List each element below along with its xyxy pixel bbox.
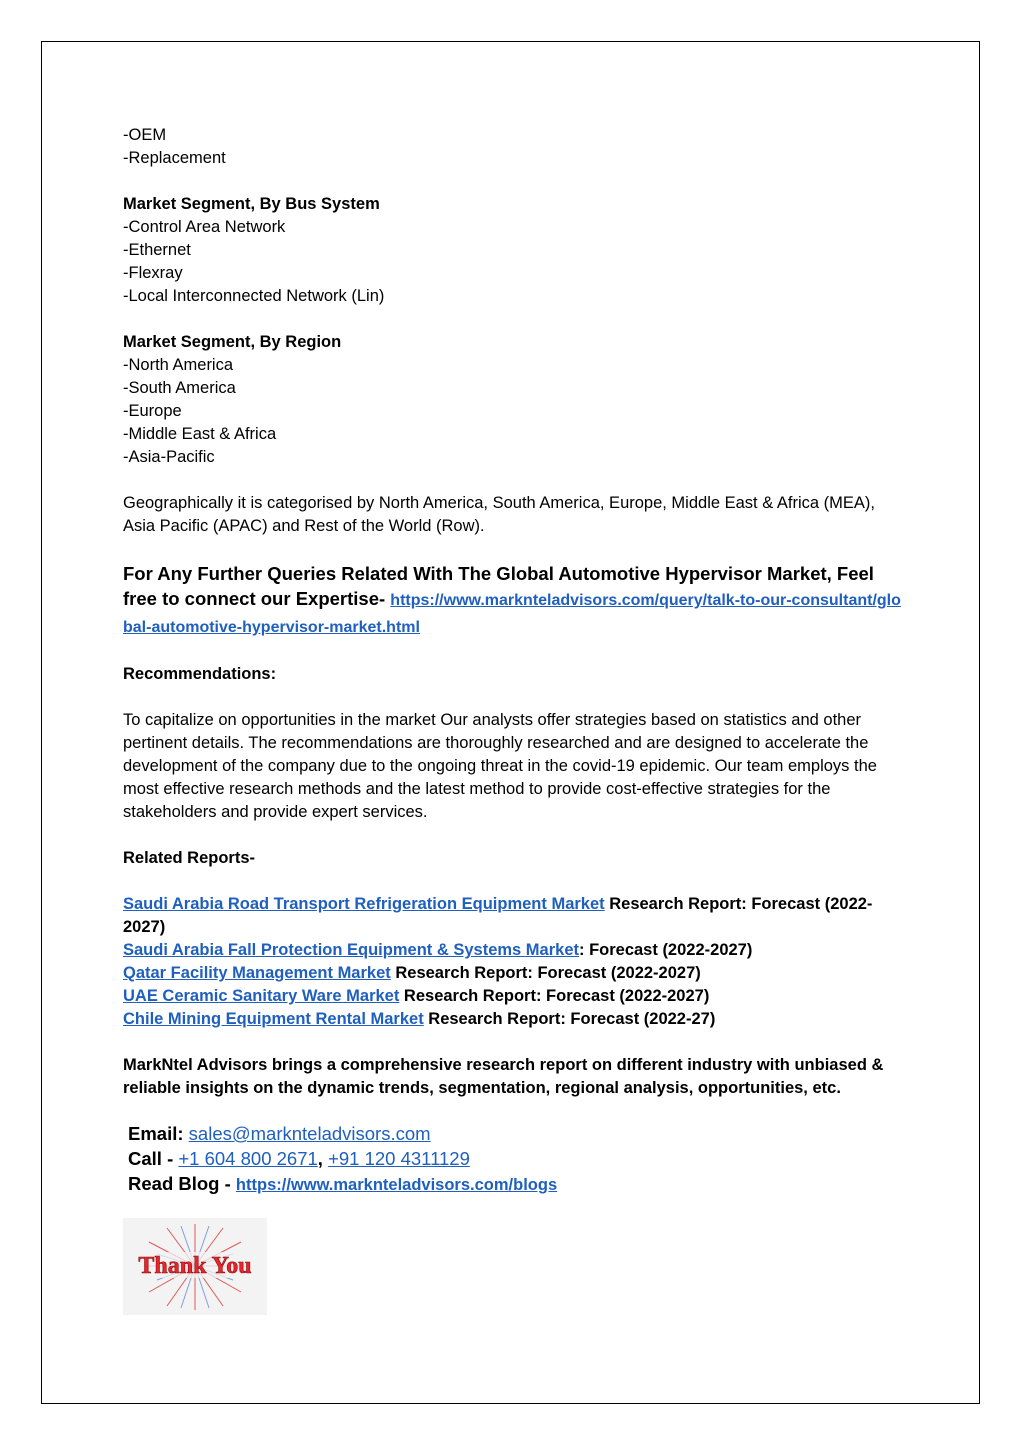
list-item: -Europe <box>123 402 182 420</box>
related-report-link[interactable]: Chile Mining Equipment Rental Market <box>123 1010 424 1028</box>
related-report-item <box>123 893 903 939</box>
related-report-link[interactable]: Saudi Arabia Fall Protection Equipment & Systems Market <box>123 941 579 959</box>
related-report-item <box>123 985 903 1008</box>
query-link[interactable]: https://www.marknteladvisors.com/query/talk-to-our-consultant/global-automotive-hypervisor-market.html <box>123 592 901 636</box>
blog-label: Read Blog - <box>128 1173 236 1194</box>
list-item: -Flexray <box>123 264 183 282</box>
about-paragraph: MarkNtel Advisors brings a comprehensive research report on different industry with unbiased & reliable insights on the dynamic trends, segmentation, regional analysis, opportunities, etc. <box>123 1056 884 1097</box>
related-report-suffix: Research Report: Forecast (2022-27) <box>423 1010 716 1028</box>
list-item: -OEM <box>123 126 167 144</box>
related-report-link[interactable]: UAE Ceramic Sanitary Ware Market <box>123 987 400 1005</box>
recommendations-heading: Recommendations: <box>123 665 277 683</box>
email-line <box>128 1121 903 1146</box>
related-report-suffix: Research Report: Forecast (2022-2027) <box>399 987 710 1005</box>
document-body <box>123 124 903 1198</box>
phone-separator: , <box>317 1148 329 1169</box>
list-item: -Local Interconnected Network (Lin) <box>123 287 385 305</box>
list-item: -Middle East & Africa <box>123 425 277 443</box>
bus-system-heading: Market Segment, By Bus System <box>123 195 380 213</box>
related-report-suffix: Research Report: Forecast (2022-2027) <box>390 964 701 982</box>
queries-heading-text: For Any Further Queries Related With The Global Automotive Hypervisor Market, Feel free to connect our Expertise- <box>123 563 874 609</box>
email-link[interactable]: sales@marknteladvisors.com <box>188 1123 431 1144</box>
related-reports-heading: Related Reports- <box>123 849 256 867</box>
blog-link[interactable]: https://www.marknteladvisors.com/blogs <box>235 1176 558 1194</box>
call-line <box>128 1146 903 1171</box>
related-report-link[interactable]: Saudi Arabia Road Transport Refrigeration Equipment Market <box>123 895 605 913</box>
call-label: Call - <box>128 1148 179 1169</box>
list-item: -South America <box>123 379 236 397</box>
recommendations-paragraph: To capitalize on opportunities in the market Our analysts offer strategies based on statistics and other pertinent details. The recommendations are thoroughly researched and are designed to accelerate the development of the company due to the ongoing threat in the covid-19 epidemic. Our team employs the most effective research methods and the latest method to provide cost-effective strategies for the stakeholders and provide expert services. <box>123 711 877 821</box>
list-item: -Control Area Network <box>123 218 286 236</box>
phone-link-1[interactable]: +1 604 800 2671 <box>178 1148 318 1169</box>
thank-you-image <box>123 1218 267 1315</box>
phone-link-2[interactable]: +91 120 4311129 <box>328 1148 470 1169</box>
region-heading: Market Segment, By Region <box>123 333 342 351</box>
related-report-item <box>123 962 903 985</box>
blog-line <box>128 1171 903 1198</box>
geography-paragraph: Geographically it is categorised by North America, South America, Europe, Middle East & Africa (MEA), Asia Pacific (APAC) and Rest of the World (Row). <box>123 494 875 535</box>
queries-heading <box>123 561 903 640</box>
related-report-suffix: Research Report: Forecast (2022-2027) <box>123 895 873 936</box>
related-report-suffix: : Forecast (2022-2027) <box>579 941 753 959</box>
thank-you-text: Thank You <box>138 1253 252 1279</box>
list-item: -Asia-Pacific <box>123 448 215 466</box>
email-label: Email: <box>128 1123 189 1144</box>
list-item: -Replacement <box>123 149 226 167</box>
thank-you-graphic <box>123 1218 267 1315</box>
list-item: -North America <box>123 356 234 374</box>
related-report-link[interactable]: Qatar Facility Management Market <box>123 964 391 982</box>
list-item: -Ethernet <box>123 241 191 259</box>
related-report-item <box>123 1008 903 1031</box>
related-report-item <box>123 939 903 962</box>
